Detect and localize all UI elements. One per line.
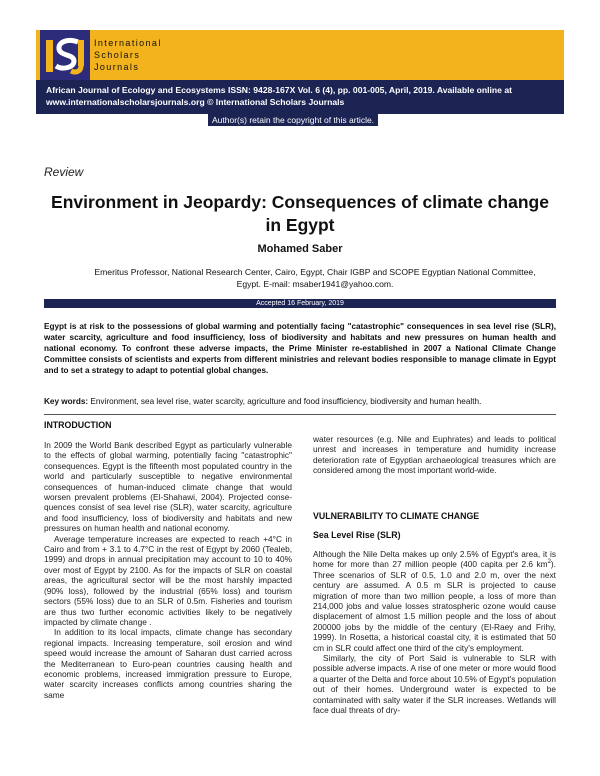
superscript: 2 xyxy=(547,559,551,566)
keywords-list: Environment, sea level rise, water scarcity, agriculture and food insufficiency, biodiversity and human health. xyxy=(90,397,482,406)
author-name: Mohamed Saber xyxy=(257,243,343,255)
journal-logo xyxy=(40,30,90,80)
abstract: Egypt is at risk to the possessions of global warming and potentially facing "catastrophic" consequences in sea level rise (SLR), water scarcity, agriculture and food insufficiency, loss of biodiversity and habitats and new pressures on human health and national economy. To confront these adverse impacts, the Prime Minister re-established in 2007 a National Climate Change Committee consists of scientists and experts from different ministries and relevant bodies responsible to manage climate in Egypt and to set a strategy to adapt to potential global changes. xyxy=(44,322,556,375)
left-column xyxy=(44,440,292,700)
keywords-label: Key words: xyxy=(44,397,89,406)
paragraph: water resources (e.g. Nile and Euphrates) and leads to political unrest and increases in temperature and humidity increase deterioration rate of Egyptian archaeological treasures which are considered among the most important world-wide. xyxy=(313,434,556,476)
isj-logo-icon xyxy=(40,30,90,80)
logo-wordmark xyxy=(94,37,184,73)
right-column-top xyxy=(313,434,556,476)
section-divider xyxy=(44,414,556,415)
paragraph xyxy=(313,549,556,653)
sea-level-rise-heading: Sea Level Rise (SLR) xyxy=(313,530,401,540)
author-affiliation: Emeritus Professor, National Research Center, Cairo, Egypt, Chair IGBP and SCOPE Egyptian National Committee, Egypt. E-mail: msaber1941@yahoo.com. xyxy=(94,267,536,289)
right-column xyxy=(313,549,556,716)
text-run: Although the Nile Delta makes up only 2.5% of Egypt's area, it is home for more than 27 million people (400 capita per 2.6 km xyxy=(313,549,556,570)
logo-line: Journals xyxy=(94,62,140,72)
journal-citation-bar: African Journal of Ecology and Ecosystems ISSN: 9428-167X Vol. 6 (4), pp. 001-005, April, 2019. Available online at www.internationalscholarsjournals.org © International Scholars Journals xyxy=(36,80,564,114)
logo-line: International xyxy=(94,38,162,48)
text-run: ). Three scenarios of SLR of 0.5, 1.0 and 2.0 m, over the next century are assumed. A 0.5 m SLR is projected to cause migration of more than two million people, a loss of more than 214,000 jobs and value losses stratospheric ozone would cause displacement of almost 1.5 million people and the loss of about 200000 jobs by the middle of the century (El-Raey and Frihy, 1999). In Rosetta, a historical coastal city, it is estimated that 50 cm in SLR could affect one third of the city's employment. xyxy=(313,559,556,653)
vulnerability-heading: VULNERABILITY TO CLIMATE CHANGE xyxy=(313,511,480,521)
paragraph: In 2009 the World Bank described Egypt as particularly vulnerable to the effects of global warming, potentially facing "catastrophic" consequences. Egypt is the fifteenth most populated country in the world and particularly susceptible to negative environmental consequences of human-induced climate change that would worsen prevalent problems (El-Shahawi, 2004). Projected conse-quences consist of sea level rise (SLR), water scarcity, agriculture and food insufficiency, loss of biodiversity and habitats and new pressures on human health and national economy. xyxy=(44,440,292,534)
article-type: Review xyxy=(44,165,84,179)
copyright-notice: Author(s) retain the copyright of this article. xyxy=(208,114,378,126)
accepted-date: Accepted 16 February, 2019 xyxy=(44,299,556,308)
introduction-heading: INTRODUCTION xyxy=(44,420,112,430)
paragraph: In addition to its local impacts, climate change has secondary regional impacts. Increasing temperature, soil erosion and wind speed would increase the amount of Saharan dust carried across the Mediterranean to Euro-pean countries causing health and economic problems, increased immigration pressure to Europe, water scarcity increases conflicts among countries sharing the same xyxy=(44,627,292,700)
paragraph: Similarly, the city of Port Said is vulnerable to SLR with possible adverse impacts. A rise of one meter or more would flood a quarter of the Delta and force about 10.5% of Egypt's population out of their homes. Underground water is expected to be contaminated with salty water if the SLR increases. Wetlands will face dual threats of dry- xyxy=(313,653,556,716)
article-title: Environment in Jeopardy: Consequences of climate change in Egypt xyxy=(51,192,549,235)
keywords xyxy=(44,396,556,407)
logo-line: Scholars xyxy=(94,50,141,60)
paragraph: Average temperature increases are expected to reach +4°C in Cairo and from + 3.1 to 4.7°C in the rest of Egypt by 2060 (Tealeb, 1999) and drops in annual precipitation may account to 10 to 40% over most of Egypt by 2100. As for the impacts of SLR on coastal areas, the agricultural sector will be the most harshly impacted (90% loss), followed by the industrial (65% loss) and tourism sectors (55% loss) due to an SLR of 0.5m. Fisheries and tourism are thus two further economic activities likely to be negatively impacted by climate change . xyxy=(44,533,292,627)
